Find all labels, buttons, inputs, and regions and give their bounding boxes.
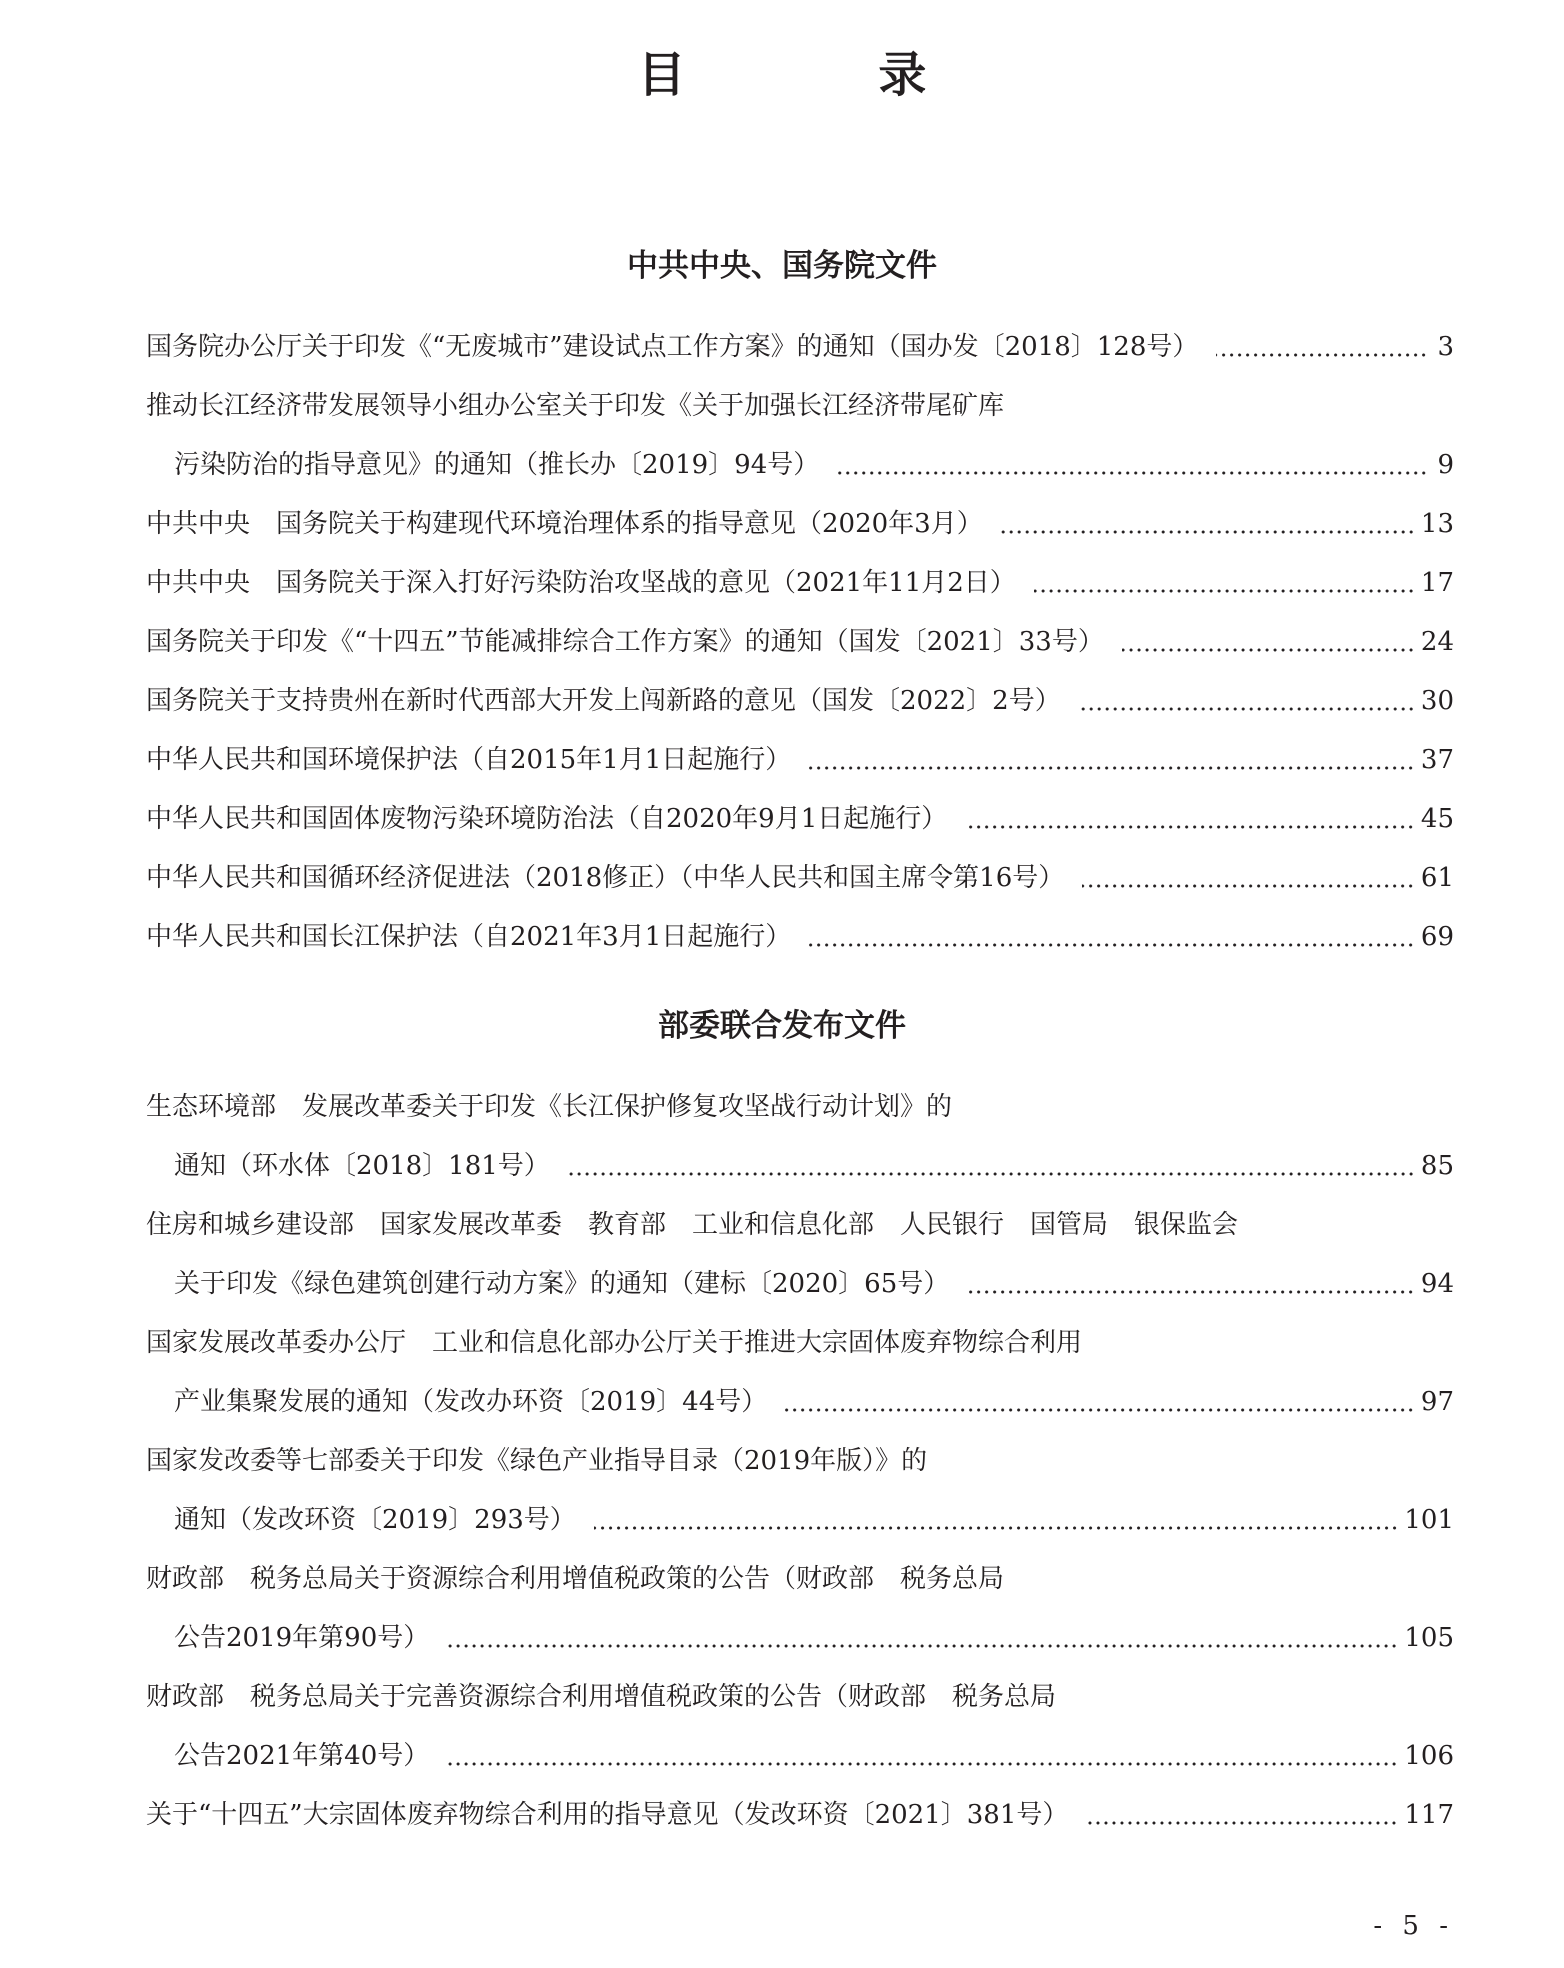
toc-page-number: 85 [1420, 1151, 1454, 1181]
toc-page-number: 45 [1420, 804, 1454, 834]
toc-entry-title: 关于“十四五”大宗固体废弃物综合利用的指导意见（发改环资〔2021〕381号） [146, 1800, 1069, 1830]
toc-entry-title: 财政部 税务总局关于资源综合利用增值税政策的公告（财政部 税务总局 [146, 1564, 1005, 1594]
toc-entry-title: 通知（发改环资〔2019〕293号） [174, 1505, 576, 1535]
toc-entry[interactable] [146, 561, 1454, 620]
toc-entry-title: 污染防治的指导意见》的通知（推长办〔2019〕94号） [174, 450, 820, 480]
toc-entry-title: 国家发展改革委办公厅 工业和信息化部办公厅关于推进大宗固体废弃物综合利用 [146, 1328, 1083, 1358]
toc-entry-title: 公告2019年第90号） [174, 1623, 430, 1653]
toc-entry-title: 中华人民共和国长江保护法（自2021年3月1日起施行） [146, 922, 792, 952]
toc-entry[interactable] [146, 1557, 1454, 1675]
toc-entry-line [146, 561, 1454, 620]
toc-entry-line [146, 679, 1454, 738]
toc-entry-line [146, 502, 1454, 561]
toc-page-number: 101 [1404, 1505, 1454, 1535]
section-heading-central: 中共中央、国务院文件 [627, 248, 937, 284]
toc-entry-line [146, 1380, 1454, 1439]
toc-entry[interactable] [146, 384, 1454, 502]
toc-page-number: 37 [1420, 745, 1454, 775]
toc-entry-line [146, 1321, 1454, 1380]
dot-leader [1086, 1819, 1398, 1827]
toc-page-number: 94 [1420, 1269, 1454, 1299]
toc-entry-title: 通知（环水体〔2018〕181号） [174, 1151, 550, 1181]
toc-entry[interactable] [146, 620, 1454, 679]
dot-leader [447, 1642, 1398, 1650]
dot-leader [447, 1760, 1398, 1768]
toc-page-number: 13 [1420, 509, 1454, 539]
toc-entry[interactable] [146, 856, 1454, 915]
toc-page-number: 97 [1420, 1387, 1454, 1417]
section-heading-ministries: 部委联合发布文件 [658, 1008, 906, 1044]
toc-entry-title: 产业集聚发展的通知（发改办环资〔2019〕44号） [174, 1387, 768, 1417]
toc-entry-line [146, 797, 1454, 856]
toc-entry-title: 中共中央 国务院关于深入打好污染防治攻坚战的意见（2021年11月2日） [146, 568, 1016, 598]
toc-entry[interactable] [146, 679, 1454, 738]
toc-entry[interactable] [146, 1321, 1454, 1439]
dot-leader [1001, 528, 1415, 536]
toc-entry-title: 生态环境部 发展改革委关于印发《长江保护修复攻坚战行动计划》的 [146, 1092, 953, 1122]
toc-entry-title: 公告2021年第40号） [174, 1741, 430, 1771]
toc-entry[interactable] [146, 1675, 1454, 1793]
toc-entry-line [146, 325, 1454, 384]
toc-entry-line [146, 1734, 1454, 1793]
dot-leader [785, 1406, 1415, 1414]
toc-entry-line [146, 915, 1454, 974]
page-title: 目 录 [637, 47, 1015, 103]
dot-leader [809, 941, 1415, 949]
toc-entry-line [146, 1144, 1454, 1203]
toc-entry-title: 国家发改委等七部委关于印发《绿色产业指导目录（2019年版）》的 [146, 1446, 928, 1476]
toc-entry-line [146, 1498, 1454, 1557]
toc-page-number: 30 [1420, 686, 1454, 716]
dot-leader [594, 1524, 1399, 1532]
toc-entry-title: 国务院关于支持贵州在新时代西部大开发上闯新路的意见（国发〔2022〕2号） [146, 686, 1061, 716]
toc-entry[interactable] [146, 738, 1454, 797]
toc-entry-title: 国务院办公厅关于印发《“无废城市”建设试点工作方案》的通知（国办发〔2018〕128号） [146, 332, 1199, 362]
toc-entry-line [146, 384, 1454, 443]
dot-leader [1122, 646, 1415, 654]
dot-leader [837, 469, 1428, 477]
dot-leader [568, 1170, 1415, 1178]
toc-entry[interactable] [146, 797, 1454, 856]
toc-entry-line [146, 738, 1454, 797]
toc-entry-line [146, 1616, 1454, 1675]
toc-list-central [146, 325, 1454, 974]
toc-entry-line [146, 1793, 1454, 1852]
toc-entry-title: 中华人民共和国环境保护法（自2015年1月1日起施行） [146, 745, 792, 775]
toc-page-number: 69 [1420, 922, 1454, 952]
toc-entry[interactable] [146, 1203, 1454, 1321]
toc-page-number: 105 [1404, 1623, 1454, 1653]
toc-page-number: 17 [1420, 568, 1454, 598]
toc-entry-line [146, 1262, 1454, 1321]
toc-page-number: 3 [1437, 332, 1454, 362]
toc-entry[interactable] [146, 325, 1454, 384]
toc-entry-line [146, 1085, 1454, 1144]
toc-entry-line [146, 1439, 1454, 1498]
dot-leader [965, 823, 1415, 831]
toc-entry[interactable] [146, 502, 1454, 561]
toc-entry[interactable] [146, 1085, 1454, 1203]
dot-leader [967, 1288, 1415, 1296]
toc-entry-title: 财政部 税务总局关于完善资源综合利用增值税政策的公告（财政部 税务总局 [146, 1682, 1057, 1712]
dot-leader [1034, 587, 1415, 595]
toc-entry[interactable] [146, 1439, 1454, 1557]
toc-entry-line [146, 1675, 1454, 1734]
toc-list-ministries [146, 1085, 1454, 1852]
toc-entry-title: 中华人民共和国固体废物污染环境防治法（自2020年9月1日起施行） [146, 804, 948, 834]
toc-entry-title: 国务院关于印发《“十四五”节能减排综合工作方案》的通知（国发〔2021〕33号） [146, 627, 1104, 657]
toc-entry-title: 中共中央 国务院关于构建现代环境治理体系的指导意见（2020年3月） [146, 509, 983, 539]
toc-entry[interactable] [146, 915, 1454, 974]
dot-leader [1082, 882, 1415, 890]
toc-entry[interactable] [146, 1793, 1454, 1852]
dot-leader [809, 764, 1415, 772]
toc-page-number: 24 [1420, 627, 1454, 657]
dot-leader [1216, 351, 1428, 359]
toc-entry-line [146, 443, 1454, 502]
toc-entry-title: 中华人民共和国循环经济促进法（2018修正）（中华人民共和国主席令第16号） [146, 863, 1065, 893]
toc-page-number: 9 [1437, 450, 1454, 480]
toc-entry-line [146, 1557, 1454, 1616]
toc-page-number: 117 [1404, 1800, 1454, 1830]
toc-entry-title: 关于印发《绿色建筑创建行动方案》的通知（建标〔2020〕65号） [174, 1269, 950, 1299]
toc-entry-line [146, 1203, 1454, 1262]
page-number: - 5 - [1373, 1911, 1454, 1941]
dot-leader [1079, 705, 1415, 713]
toc-page-number: 106 [1404, 1741, 1454, 1771]
toc-page-number: 61 [1420, 863, 1454, 893]
toc-entry-title: 推动长江经济带发展领导小组办公室关于印发《关于加强长江经济带尾矿库 [146, 391, 1005, 421]
toc-entry-line [146, 620, 1454, 679]
toc-entry-line [146, 856, 1454, 915]
toc-entry-title: 住房和城乡建设部 国家发展改革委 教育部 工业和信息化部 人民银行 国管局 银保监会 [146, 1210, 1239, 1240]
